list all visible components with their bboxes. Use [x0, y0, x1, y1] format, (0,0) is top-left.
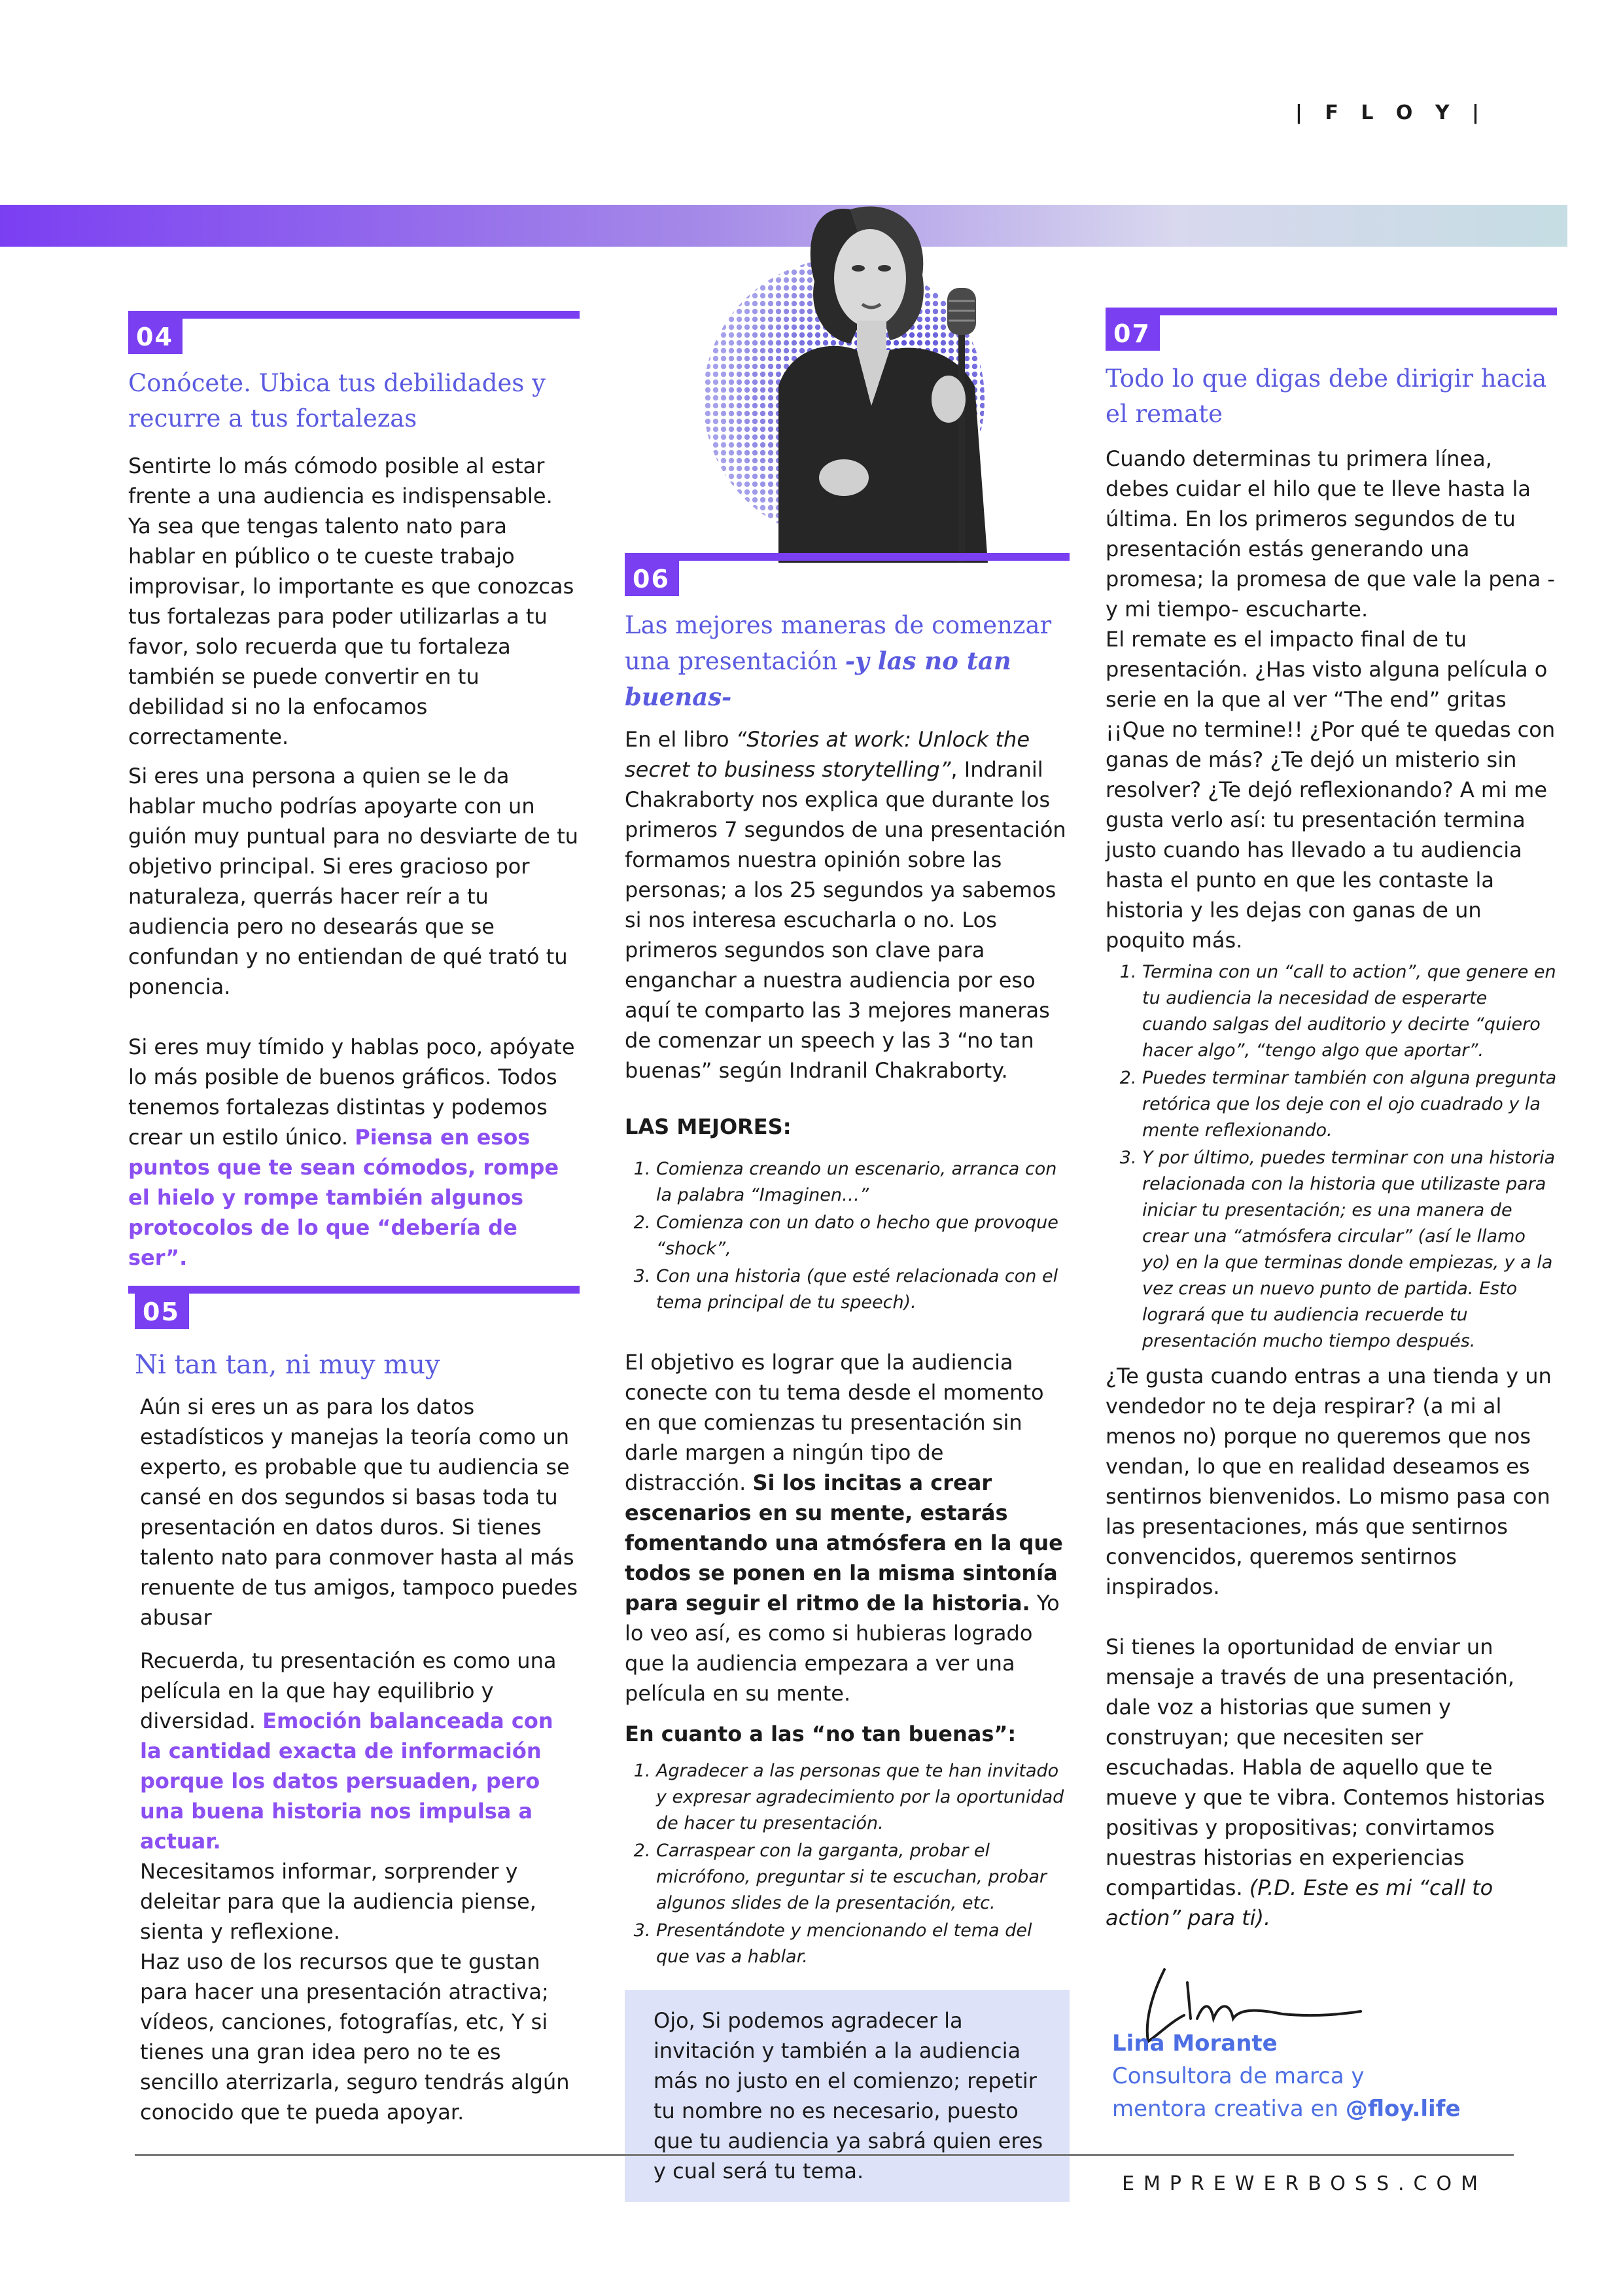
section-04-highlight: Piensa en esos puntos que te sean cómodos, rompe el hielo y rompe también algunos protocolos de lo que “debería de ser”. [128, 1125, 559, 1270]
singer-face [834, 229, 906, 327]
singer-illustration [680, 190, 1099, 563]
best-title: LAS MEJORES: [625, 1114, 792, 1139]
footer-divider [135, 2154, 1514, 2156]
section-04-p3: Si eres muy tímido y hablas poco, apóyate lo más posible de buenos gráficos. Todos tenemos fortalezas distintas y podemos crear un estilo único. Piensa en esos puntos que te sean cómodos, rompe el hielo y rompe también algunos protocolos de lo que “debería de ser”. [128, 1034, 575, 1270]
section-07-title: Todo lo que digas debe dirigir hacia el remate [1106, 364, 1547, 428]
section-07-p3: ¿Te gusta cuando entras a una tienda y un vendedor no te deja respirar? (a mi al menos no) porque no queremos que nos vendan, lo que en realidad deseamos es sentirnos bienvenidos. Lo mismo pasa con las presentaciones, más que sentirnos convencidos, queremos sentirnos inspirados. [1106, 1364, 1552, 1599]
column-right [1106, 308, 1557, 1933]
section-05-p1: Aún si eres un as para los datos estadísticos y manejas la teoría como un experto, es probable que tu audiencia se cansé en dos segundos si basas toda tu presentación en datos duros. Si tienes talento nato para conmover hasta al más renuente de tus amigos, tampoco puedes abusar [140, 1394, 578, 1630]
section-06-title-em: -y las no tan buenas- [625, 646, 1011, 711]
list-item: 2. Carraspear con la garganta, probar el micrófono, preguntar si te escuchan, probar algunos slides de la presentación, etc. [656, 1838, 1070, 1916]
section-04-title: Conócete. Ubica tus debilidades y recurre a tus fortalezas [128, 369, 546, 433]
column-middle [625, 553, 1070, 2202]
section-07-number: 07 [1106, 315, 1160, 351]
list-item: 2. Comienza con un dato o hecho que provoque “shock”, [656, 1210, 1070, 1262]
list-item: 1. Agradecer a las personas que te han invitado y expresar agradecimiento por la oportunidad de hacer tu presentación. [656, 1758, 1070, 1837]
section-06-p2: El objetivo es lograr que la audiencia conecte con tu tema desde el momento en que comienzas tu presentación sin darle margen a ningún tipo de distracción. Si los incitas a crear escenarios en su mente, estarás fomentando una atmósfera en la que todos se ponen en la misma sintonía para seguir el ritmo de la historia. Yo lo veo así, es como si hubieras logrado que la audiencia empezara a ver una película en su mente. [625, 1350, 1063, 1706]
column-left [128, 311, 580, 2127]
list-item: 3. Y por último, puedes terminar con una historia relacionada con la historia que utilizaste para iniciar tu presentación; es una manera de crear una “atmósfera circular” (así le llamo yo) en la que terminas donde empiezas, y a la vez creas un nuevo punto de partida. Esto logrará que tu audiencia recuerde tu presentación mucho tiempo después. [1142, 1145, 1557, 1354]
section-06-title: Las mejores maneras de comenzar una presentación -y las no tan buenas- [625, 611, 1052, 711]
author-role-2: mentora creativa en @floy.life [1112, 2096, 1461, 2122]
section-05-p3: Haz uso de los recursos que te gustan para hacer una presentación atractiva; vídeos, canciones, fotografías, etc, Y si tienes una gran idea pero no te es sencillo aterrizarla, seguro tendrás algún conocido que te pueda apoyar. [140, 1949, 570, 2125]
section-05-rule [128, 1286, 580, 1294]
section-05-number: 05 [135, 1294, 189, 1329]
notso-list [625, 1758, 1070, 1970]
section-06-rule [625, 553, 1070, 561]
author-role: Consultora de marca y [1112, 2063, 1365, 2089]
section-07-p1: Cuando determinas tu primera línea, debes cuidar el hilo que te lleve hasta la última. En los primeros segundos de tu presentación estás generando una promesa; la promesa de que vale la pena -y mi tiempo- escucharte. [1106, 446, 1555, 622]
notso-title: En cuanto a las “no tan buenas”: [625, 1722, 1017, 1746]
section-06-p1: En el libro “Stories at work: Unlock the secret to business storytelling”, Indranil Chakraborty nos explica que durante los primeros 7 segundos de una presentación formamos nuestra opinión sobre las personas; a los 25 segundos ya sabemos si nos interesa escucharla o no. Los primeros segundos son clave para enganchar a nuestra audiencia por eso aquí te comparto las 3 mejores maneras de comenzar un speech y las 3 “no tan buenas” según Indranil Chakraborty. [625, 727, 1066, 1083]
best-list [625, 1156, 1070, 1316]
section-05-highlight: Emoción balanceada con la cantidad exacta de información porque los datos persuaden, pero una buena historia nos impulsa a actuar. [140, 1708, 553, 1854]
author-name: Lina Morante [1112, 2030, 1278, 2057]
section-04-number: 04 [128, 319, 183, 354]
section-05-title: Ni tan tan, ni muy muy [135, 1350, 440, 1380]
list-item: 3. Presentándote y mencionando el tema del que vas a hablar. [656, 1918, 1070, 1970]
list-item: 2. Puedes terminar también con alguna pregunta retórica que los deje con el ojo cuadrado y la mente reflexionando. [1142, 1065, 1557, 1144]
section-05-body [128, 1392, 580, 2127]
call-to-action-note: (P.D. Este es mi “call to action” para ti). [1106, 1875, 1493, 1930]
author-handle-link[interactable]: @floy.life [1345, 2096, 1461, 2122]
footer-site: EMPREWERBOSS.COM [1122, 2172, 1487, 2195]
list-item: 1. Comienza creando un escenario, arranca con la palabra “Imaginen…” [656, 1156, 1070, 1209]
section-06-number: 06 [625, 561, 679, 596]
section-04-p2: Si eres una persona a quien se le da hablar mucho podrías apoyarte con un guión muy puntual para no desviarte de tu objetivo principal. Si eres gracioso por naturaleza, querrás hacer reír a tu audiencia pero no desearás que se confundan y no entiendan de qué trató tu ponencia. [128, 764, 579, 999]
section-07-p4: Si tienes la oportunidad de enviar un mensaje a través de una presentación, dale voz a historias que sumen y construyan; que necesiten ser escuchadas. Habla de aquello que te mueve y que te vibra. Contemos historias positivas y propositivas; convirtamos nuestras historias en experiencias compartidas. (P.D. Este es mi “call to action” para ti). [1106, 1634, 1545, 1930]
section-07-p2: El remate es el impacto final de tu presentación. ¿Has visto alguna película o serie en la que al ver “The end” gritas ¡¡Que no termine!! ¿Por qué te quedas con ganas de más? ¿Te dejó un misterio sin resolver? ¿Te dejó reflexionando? A mi me gusta verlo así: tu presentación termina justo cuando has llevado a tu audiencia hasta el punto en que les contaste la historia y les dejas con ganas de un poquito más. [1106, 627, 1556, 953]
section-05-p2: Recuerda, tu presentación es como una película en la que hay equilibrio y diversidad. Emoción balanceada con la cantidad exacta de información porque los datos persuaden, pero una buena historia nos impulsa a actuar. Necesitamos informar, sorprender y deleitar para que la audiencia piense, sienta y reflexione. [140, 1648, 557, 1944]
brand-logo: | F L O Y | [1295, 101, 1487, 124]
note-box: Ojo, Si podemos agradecer la invitación y también a la audiencia más no justo en el comienzo; repetir tu nombre no es necesario, puesto que tu audiencia ya sabrá quien eres y cual será tu tema. [625, 1990, 1070, 2202]
signature-block [1112, 2027, 1557, 2125]
ending-list [1106, 959, 1557, 1354]
section-04-p1: Sentirte lo más cómodo posible al estar frente a una audiencia es indispensable. Ya sea que tengas talento nato para hablar en público o te cueste trabajo improvisar, lo importante es que conozcas tus fortalezas para poder utilizarlas a tu favor, solo recuerda que tu fortaleza también se puede convertir en tu debilidad si no la enfocamos correctamente. [128, 453, 574, 749]
section-04-rule [128, 311, 580, 319]
list-item: 1. Termina con un “call to action”, que genere en tu audiencia la necesidad de esperarte cuando salgas del auditorio y decirte “quiero hacer algo”, “tengo algo que aportar”. [1142, 959, 1557, 1064]
list-item: 3. Con una historia (que esté relacionada con el tema principal de tu speech). [656, 1263, 1070, 1316]
section-07-rule [1106, 308, 1557, 315]
